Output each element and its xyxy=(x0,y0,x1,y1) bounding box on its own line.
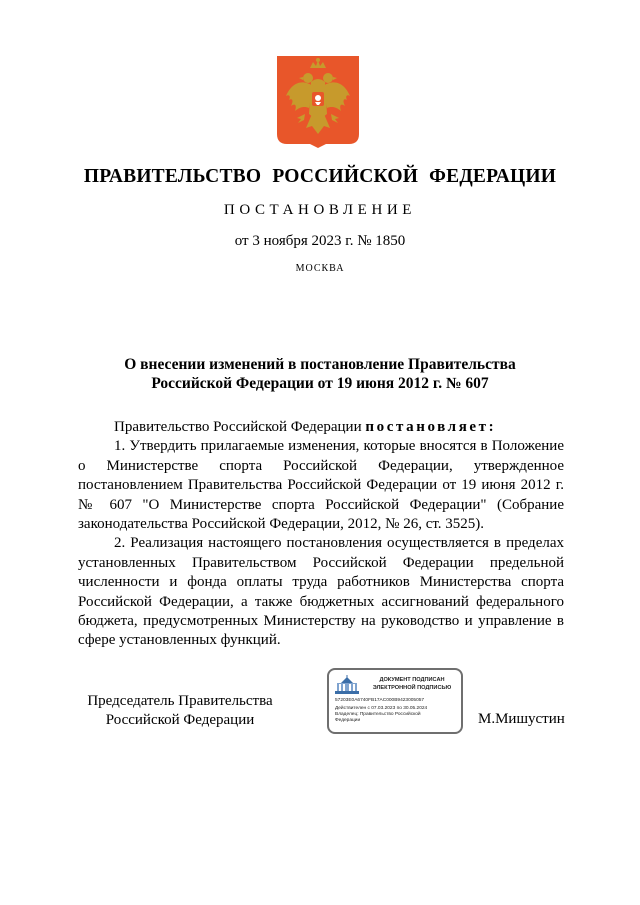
document-body xyxy=(78,418,564,651)
subject-line-2: Российской Федерации от 19 июня 2012 г. № 607 xyxy=(151,375,489,392)
paragraph-1: 1. Утвердить прилагаемые изменения, которые вносятся в Положение о Министерстве спорта Российской Федерации, утвержденное постановлением Правительства Российской Федерации от 19 июня 2012 г. № 607 "О Министерстве спорта Российской Федерации" (Собрание законодательства Российской Федерации, 2012, № 26, ст. 3525). xyxy=(78,438,564,533)
certificate-owner-line-1: Владелец: Правительство Российской xyxy=(335,712,421,717)
subject-line-1: О внесении изменений в постановление Правительства xyxy=(124,356,516,373)
stamp-heading-line-2: ЭЛЕКТРОННОЙ ПОДПИСЬЮ xyxy=(372,685,452,691)
document-city: МОСКВА xyxy=(295,263,345,274)
stamp-heading-line-1: ДОКУМЕНТ ПОДПИСАН xyxy=(379,677,445,683)
document-date-number: от 3 ноября 2023 г. № 1850 xyxy=(234,233,406,249)
state-emblem-icon xyxy=(277,56,359,148)
signer-title-line-2: Российской Федерации xyxy=(105,712,255,728)
signer-name: М.Мишустин xyxy=(478,711,565,727)
certificate-owner-line-2: Федерации xyxy=(335,718,361,723)
paragraph-2: 2. Реализация настоящего постановления осуществляется в пределах установленных Правительством Российской Федерации предельной численности и фонда оплаты труда работников Министерства спорта Российской Федерации, а также бюджетных ассигнований федерального бюджета, предусмотренных Министерству на руководство и управление в сфере установленных функций. xyxy=(78,535,564,649)
certificate-validity: Действителен с 07.03.2023 по 30.05.2024 xyxy=(335,706,428,711)
signer-position xyxy=(80,692,280,730)
document-type: ПОСТАНОВЛЕНИЕ xyxy=(223,202,417,218)
intro-text: Правительство Российской Федерации xyxy=(114,419,366,435)
certificate-serial: 57203E0A6740FB17AC000B9423005057 xyxy=(335,698,425,703)
signer-title-line-1: Председатель Правительства xyxy=(87,693,273,709)
electronic-signature-stamp xyxy=(327,668,463,734)
decree-keyword: постановляет: xyxy=(365,419,497,435)
intro-paragraph xyxy=(78,418,564,437)
government-title: ПРАВИТЕЛЬСТВО РОССИЙСКОЙ ФЕДЕРАЦИИ xyxy=(83,166,557,187)
document-subject xyxy=(0,355,640,393)
stamp-heading xyxy=(365,676,459,692)
government-building-icon xyxy=(335,675,359,695)
